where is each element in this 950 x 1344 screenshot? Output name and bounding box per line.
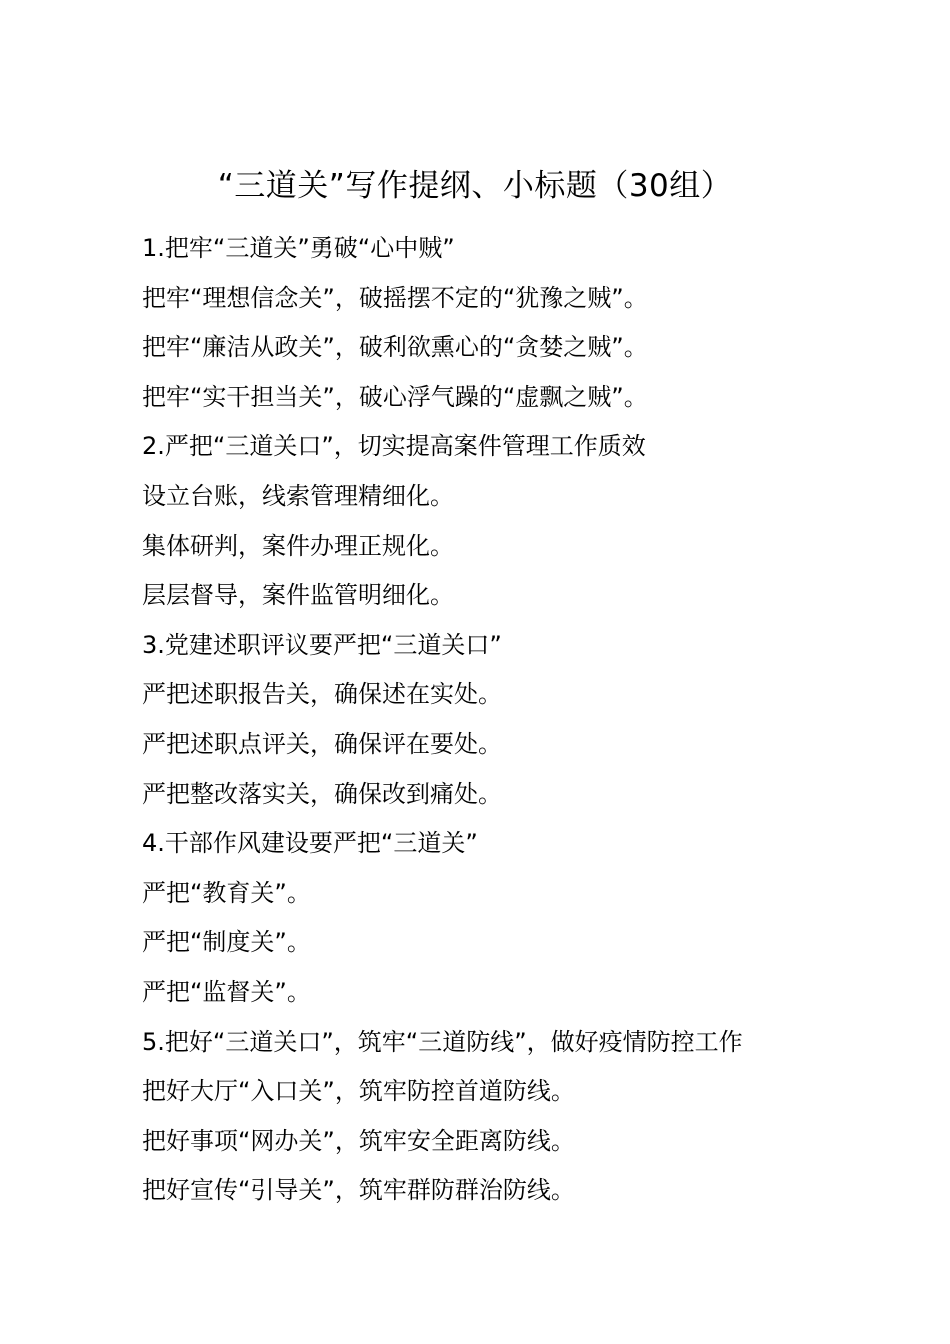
document-body: [142, 224, 922, 1216]
section-item: 严把述职报告关，确保述在实处。: [142, 680, 502, 709]
document-title: “三道关”写作提纲、小标题（30组）: [217, 168, 733, 204]
section-heading: 2.严把“三道关口”，切实提高案件管理工作质效: [142, 432, 646, 461]
section-item: 严把“监督关”。: [142, 977, 311, 1006]
section-item: 严把“制度关”。: [142, 928, 311, 957]
section-item: 层层督导，案件监管明细化。: [142, 581, 454, 610]
section-item: 严把“教育关”。: [142, 878, 311, 907]
section-item: 把好宣传“引导关”，筑牢群防群治防线。: [142, 1176, 575, 1205]
section-item: 把好事项“网办关”，筑牢安全距离防线。: [142, 1126, 575, 1155]
section-item: 严把整改落实关，确保改到痛处。: [142, 779, 502, 808]
section-item: 把牢“廉洁从政关”，破利欲熏心的“贪婪之贼”。: [142, 333, 648, 362]
section-heading: 1.把牢“三道关”勇破“心中贼”: [142, 234, 455, 262]
section-heading: 5.把好“三道关口”，筑牢“三道防线”，做好疫情防控工作: [142, 1027, 743, 1056]
section-heading: 3.党建述职评议要严把“三道关口”: [142, 630, 502, 659]
section-item: 把牢“实干担当关”，破心浮气躁的“虚飘之贼”。: [142, 382, 648, 411]
section-item: 把牢“理想信念关”，破摇摆不定的“犹豫之贼”。: [142, 283, 648, 312]
section-item: 集体研判，案件办理正规化。: [142, 531, 454, 560]
section-item: 设立台账，线索管理精细化。: [142, 481, 454, 510]
section-heading: 4.干部作风建设要严把“三道关”: [142, 829, 478, 858]
section-item: 把好大厅“入口关”，筑牢防控首道防线。: [142, 1077, 575, 1106]
section-item: 严把述职点评关，确保评在要处。: [142, 729, 502, 758]
